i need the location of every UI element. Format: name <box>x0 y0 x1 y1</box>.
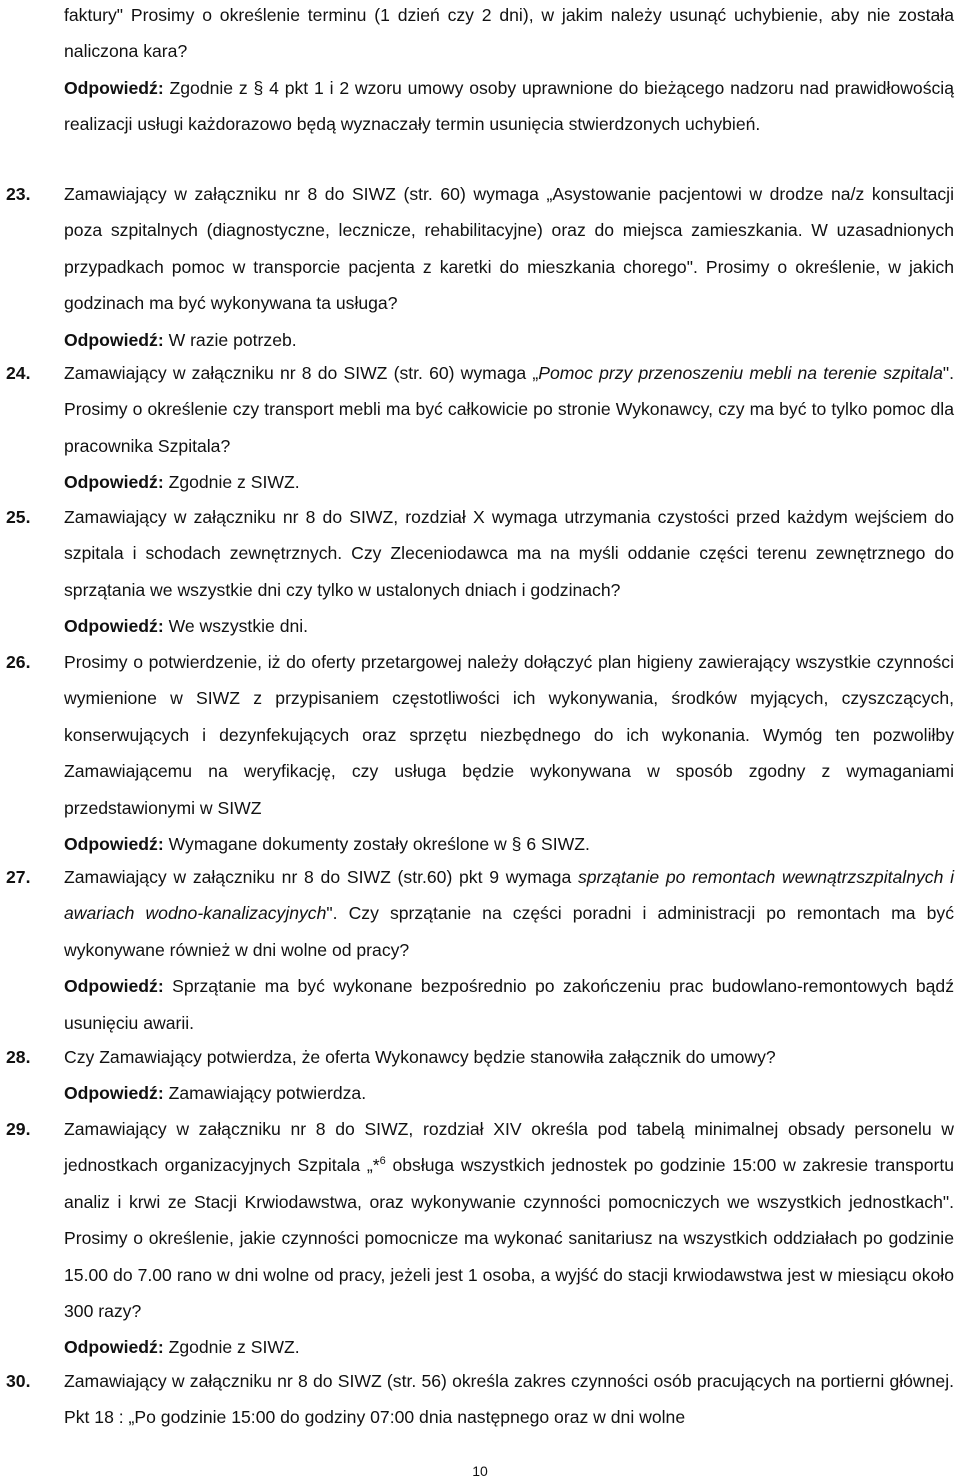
answer <box>64 322 954 358</box>
answer-label: Odpowiedź: <box>64 329 164 350</box>
item-number: 30. <box>6 1371 31 1391</box>
answer-text: Wymagane dokumenty zostały określone w § 6 SIWZ. <box>168 834 590 855</box>
qa-item-28 <box>64 1039 954 1112</box>
item-number: 29. <box>6 1119 31 1139</box>
answer-text: W razie potrzeb. <box>168 329 297 350</box>
answer-text: Zamawiający potwierdza. <box>168 1083 367 1104</box>
question-text: Zamawiający w załączniku nr 8 do SIWZ (str. 60) wymaga „Pomoc przy przenoszeniu mebli na terenie szpitala". Prosimy o określenie czy transport mebli ma być całkowicie po stronie Wykonawcy, czy ma być to tylko pomoc dla pracownika Szpitala? <box>64 363 955 456</box>
qa-item-26 <box>64 644 954 862</box>
answer-label: Odpowiedź: <box>64 1083 164 1104</box>
item-number: 25. <box>6 507 31 527</box>
answer-label: Odpowiedź: <box>64 77 164 98</box>
answer <box>64 608 954 644</box>
item-number: 27. <box>6 867 31 887</box>
answer-text: Sprzątanie ma być wykonane bezpośrednio po zakończeniu prac budowlano-remontowych bądź usunięciu awarii. <box>64 976 954 1033</box>
item-number: 24. <box>6 363 31 383</box>
intro-answer <box>64 70 954 143</box>
answer <box>64 1075 954 1111</box>
answer-text: Zgodnie z SIWZ. <box>168 1337 300 1358</box>
question-text: Zamawiający w załączniku nr 8 do SIWZ (str.60) pkt 9 wymaga sprzątanie po remontach wewnątrzszpitalnych i awariach wodno-kanalizacyjnych". Czy sprzątanie na części poradni i administracji po remontach ma być wykonywane również w dni wolne od pracy? <box>64 867 954 960</box>
answer <box>64 464 954 500</box>
intro-block <box>64 0 954 143</box>
qa-item-29 <box>64 1111 954 1366</box>
question-text: Zamawiający w załączniku nr 8 do SIWZ (str. 60) wymaga „Asystowanie pacjentowi w drodze na/z konsultacji poza szpitalnych (diagnostyczne, lecznicze, rehabilitacyjne) oraz do miejsca zamieszkania. W uzasadnionych przypadkach pomoc w transporcie pacjenta z karetki do mieszkania chorego". Prosimy o określenie, w jakich godzinach ma być wykonywana ta usługa? <box>64 184 954 314</box>
qa-item-25 <box>64 499 954 645</box>
answer <box>64 1329 954 1365</box>
answer-text: Zgodnie z § 4 pkt 1 i 2 wzoru umowy osoby uprawnione do bieżącego nadzoru nad prawidłowością realizacji usługi każdorazowo będą wyznaczały termin usunięcia stwierdzonych uchybień. <box>64 77 955 135</box>
answer-label: Odpowiedź: <box>64 834 164 855</box>
answer-text: We wszystkie dni. <box>168 616 309 637</box>
qa-item-30 <box>64 1363 954 1436</box>
answer-label: Odpowiedź: <box>64 616 164 637</box>
question-text: Czy Zamawiający potwierdza, że oferta Wykonawcy będzie stanowiła załącznik do umowy? <box>64 1047 776 1067</box>
answer-label: Odpowiedź: <box>64 1337 164 1358</box>
qa-item-27 <box>64 859 954 1041</box>
question-text: Zamawiający w załączniku nr 8 do SIWZ (str. 56) określa zakres czynności osób pracujących na portierni głównej. Pkt 18 : „Po godzinie 15:00 do godziny 07:00 dnia następnego oraz w dni wolne <box>64 1371 954 1428</box>
question-text: Zamawiający w załączniku nr 8 do SIWZ, rozdział X wymaga utrzymania czystości przed każdym wejściem do szpitala i schodach zewnętrznych. Czy Zleceniodawca ma na myśli oddanie części terenu zewnętrznego do sprzątania we wszystkie dni czy tylko w ustalonych dniach i godzinach? <box>64 507 954 600</box>
answer-text: Zgodnie z SIWZ. <box>168 472 300 493</box>
qa-item-24 <box>64 355 954 501</box>
answer <box>64 826 954 862</box>
item-number: 23. <box>6 184 31 204</box>
item-number: 28. <box>6 1047 31 1067</box>
answer-label: Odpowiedź: <box>64 472 164 493</box>
footnote-marker: 6 <box>379 1155 386 1168</box>
answer <box>64 968 954 1041</box>
intro-question: faktury" Prosimy o określenie terminu (1 dzień czy 2 dni), w jakim należy usunąć uchybienie, aby nie została naliczona kara? <box>64 5 954 62</box>
page-number: 10 <box>472 1463 488 1479</box>
question-text: Prosimy o potwierdzenie, iż do oferty przetargowej należy dołączyć plan higieny zawierający wszystkie czynności wymienione w SIWZ z przypisaniem częstotliwości ich wykonywania, środków myjących, czyszczących, konserwujących i dezynfekujących oraz sprzętu niezbędnego do ich wykonania. Wymóg ten pozwoliłby Zamawiającemu na weryfikację, czy usługa będzie wykonywana w sposób zgodny z wymaganiami przedstawionymi w SIWZ <box>64 652 954 818</box>
item-number: 26. <box>6 652 31 672</box>
answer-label: Odpowiedź: <box>64 976 164 997</box>
qa-item-23 <box>64 176 954 358</box>
question-text: Zamawiający w załączniku nr 8 do SIWZ, rozdział XIV określa pod tabelą minimalnej obsady personelu w jednostkach organizacyjnych Szpitala „*$^6$ obsługa wszystkich jednostek po godzinie 15:00 w zakresie transportu analiz i krwi ze Stacji Krwiodawstwa, oraz wykonywanie czynności pomocniczych we wszystkich jednostkach". Prosimy o określenie, jakie czynności pomocnicze ma wykonać sanitariusz na wszystkich oddziałach po godzinie 15.00 do 7.00 rano w dni wolne od pracy, jeżeli jest 1 osoba, a wyjść do stacji krwiodawstwa jest w miesiącu około 300 razy? <box>64 1119 955 1322</box>
